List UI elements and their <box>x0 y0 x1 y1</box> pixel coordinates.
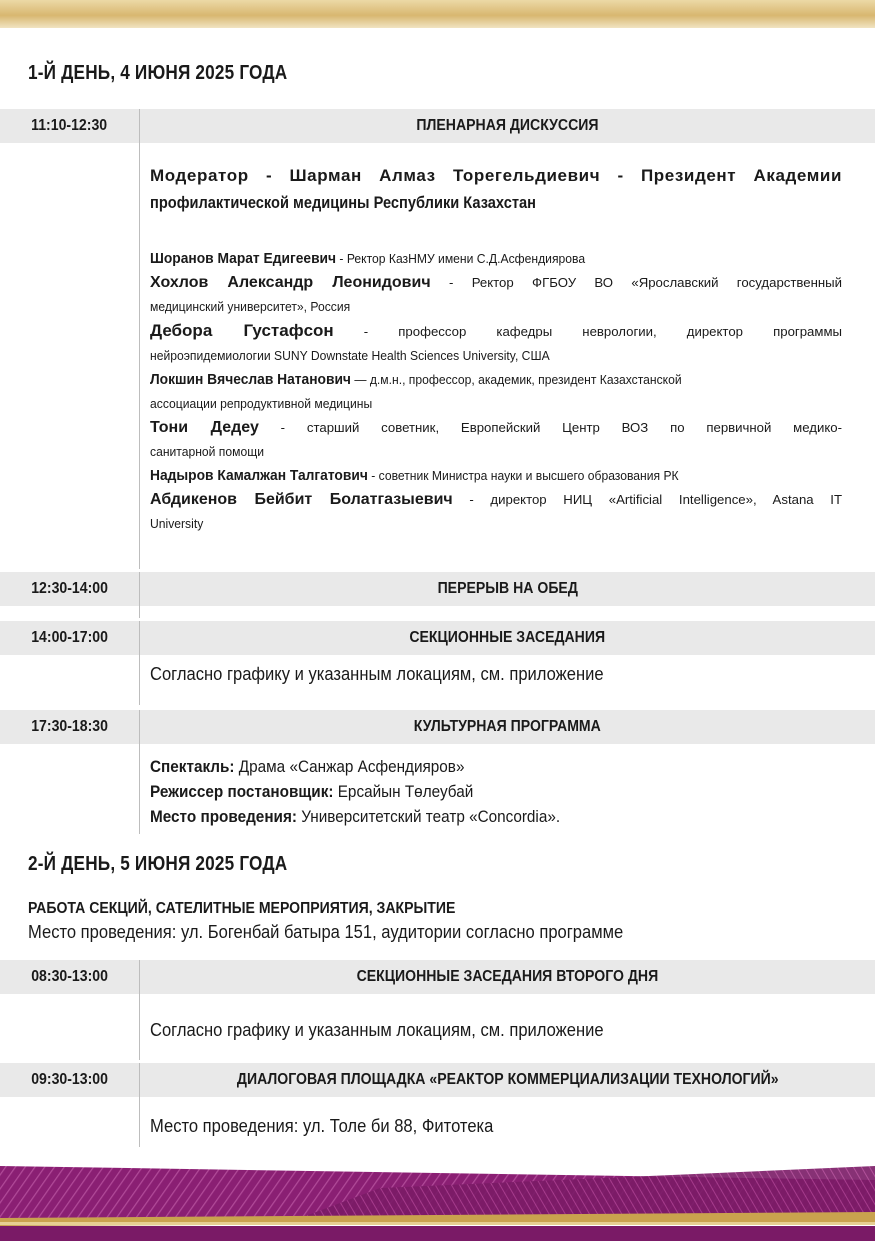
plenary-time: 11:10-12:30 <box>0 109 140 143</box>
moderator: Модератор - Шарман Алмаз Торегельдиевич - Президент Академии профилактической медицины Республики Казахстан <box>150 166 842 212</box>
speaker-4: Локшин Вячеслав Натанович — д.м.н., профессор, академик, президент Казахстанской <box>150 371 682 388</box>
speaker-3: Дебора Густафсон - профессор кафедры неврологии, директор программы <box>150 321 843 340</box>
lunch-title: ПЕРЕРЫВ НА ОБЕД <box>437 580 578 597</box>
day1-title: 1-Й ДЕНЬ, 4 ИЮНЯ 2025 ГОДА <box>28 62 288 84</box>
day2-sections-note: Согласно графику и указанным локациям, см. приложение <box>150 1020 604 1040</box>
sections-time: 14:00-17:00 <box>0 621 140 655</box>
dialog-title: ДИАЛОГОВАЯ ПЛОЩАДКА «РЕАКТОР КОММЕРЦИАЛИЗАЦИИ ТЕХНОЛОГИЙ» <box>236 1071 779 1088</box>
column-divider <box>139 655 140 705</box>
sections-note: Согласно графику и указанным локациям, см. приложение <box>150 664 604 684</box>
speaker-6: Надыров Камалжан Талгатович - советник Министра науки и высшего образования РК <box>150 467 679 484</box>
day2-sections-time: 08:30-13:00 <box>0 960 140 994</box>
speaker-3-cont: нейроэпидемиологии SUNY Downstate Health Sciences University, США <box>150 348 550 363</box>
dialog-time: 09:30-13:00 <box>0 1063 140 1097</box>
speaker-5-cont: санитарной помощи <box>150 444 264 459</box>
plenary-header-row <box>0 109 875 143</box>
day2-sections-header-row <box>0 960 875 994</box>
culture-title: КУЛЬТУРНАЯ ПРОГРАММА <box>413 718 602 735</box>
speaker-4-cont: ассоциации репродуктивной медицины <box>150 396 373 411</box>
speaker-7-cont: University <box>150 516 204 531</box>
day2-venue: Место проведения: ул. Богенбай батыра 151, аудитории согласно программе <box>28 922 624 942</box>
culture-details <box>150 754 606 829</box>
column-divider <box>139 1097 140 1147</box>
speaker-2-cont: медицинский университет», Россия <box>150 299 351 314</box>
column-divider <box>139 744 140 834</box>
dialog-header-row <box>0 1063 875 1097</box>
column-divider <box>139 994 140 1060</box>
top-gold-band <box>0 0 875 28</box>
speaker-2: Хохлов Александр Леонидович - Ректор ФГБОУ ВО «Ярославский государственный <box>150 274 843 291</box>
day2-sections-title: СЕКЦИОННЫЕ ЗАСЕДАНИЯ ВТОРОГО ДНЯ <box>356 968 659 985</box>
speaker-7: Абдикенов Бейбит Болатгазыевич - директор НИЦ «Artificial Intelligence», Astana IT <box>150 491 843 508</box>
culture-venue: Место проведения: Университетский театр «Concordia». <box>150 807 561 826</box>
dialog-note: Место проведения: ул. Толе би 88, Фитотека <box>150 1116 494 1136</box>
lunch-header-row <box>0 572 875 606</box>
day2-subtitle: РАБОТА СЕКЦИЙ, САТЕЛИТНЫЕ МЕРОПРИЯТИЯ, ЗАКРЫТИЕ <box>28 900 456 917</box>
sections-header-row <box>0 621 875 655</box>
column-divider <box>139 143 140 569</box>
column-divider <box>139 606 140 618</box>
culture-time: 17:30-18:30 <box>0 710 140 744</box>
sections-title: СЕКЦИОННЫЕ ЗАСЕДАНИЯ <box>409 629 606 646</box>
culture-play: Спектакль: Драма «Санжар Асфендияров» <box>150 757 465 776</box>
lunch-time: 12:30-14:00 <box>0 572 140 606</box>
speaker-1: Шоранов Марат Едигеевич - Ректор КазНМУ имени С.Д.Асфендиярова <box>150 250 586 267</box>
culture-director: Режиссер постановщик: Ерсайын Төлеубай <box>150 782 474 801</box>
day2-title: 2-Й ДЕНЬ, 5 ИЮНЯ 2025 ГОДА <box>28 853 288 875</box>
speaker-5: Тони Дедеу - старший советник, Европейский Центр ВОЗ по первичной медико- <box>150 419 843 436</box>
bottom-decoration <box>0 1160 875 1241</box>
speaker-list <box>150 247 842 536</box>
culture-header-row <box>0 710 875 744</box>
plenary-title: ПЛЕНАРНАЯ ДИСКУССИЯ <box>416 117 599 134</box>
